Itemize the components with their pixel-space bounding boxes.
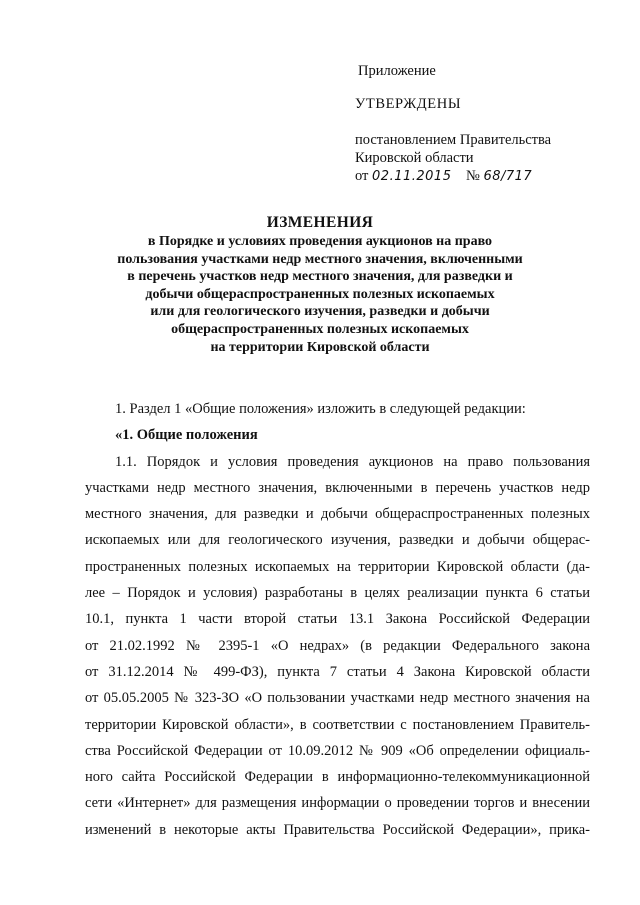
subtitle-line: добычи общераспространенных полезных ископаемых [145,286,495,302]
subtitle-line: или для геологического изучения, разведки и добычи [150,304,490,320]
paragraph-line: лее – Порядок и условия) разработаны в целях реализации пункта 6 статьи [85,585,590,602]
paragraph-line: от 05.05.2005 № 323-ЗО «О пользовании участками недр местного значения на [85,690,590,707]
paragraph-line: ископаемых или для геологического изучения, разведки и добычи общерас- [85,532,590,549]
document-title: ИЗМЕНЕНИЯ [266,214,374,231]
section-heading: «1. Общие положения [115,427,258,444]
appendix-label: Приложение [358,63,436,79]
paragraph-line: 1.1. Порядок и условия проведения аукционов на право пользования [115,453,590,470]
paragraph-line: изменений в некоторые акты Правительства Российской Федерации», прика- [85,821,590,838]
subtitle-line: в Порядке и условиях проведения аукционов на право [147,234,493,249]
subtitle-line: пользования участками недр местного значения, включенными [117,251,523,267]
subtitle-line: общераспространенных полезных ископаемых [171,321,469,337]
paragraph-line: ства Российской Федерации от 10.09.2012 № 909 «Об определении официаль- [85,742,590,759]
paragraph-line: территории Кировской области», в соответствии с постановлением Правитель- [85,716,590,733]
document-body [85,396,590,843]
paragraph-line: ного сайта Российской Федерации в информационно-телекоммуникационной [85,769,590,786]
paragraph-line: от 21.02.1992 № 2395-1 «О недрах» (в редакции Федерального закона [85,637,590,654]
paragraph-line: местного значения, для разведки и добычи общераспространенных полезных [85,506,590,523]
paragraph-line: от 31.12.2014 № 499-ФЗ), пункта 7 статьи 4 Закона Кировской области [85,663,590,680]
paragraph-line: пространенных полезных ископаемых на территории Кировской области (да- [85,558,590,575]
decree-block [355,131,551,186]
handwritten-date: 02.11.2015 [372,169,452,184]
date-prefix: от [355,168,369,184]
paragraph-line: участками недр местного значения, включенными в перечень участков недр [85,479,590,496]
item-1-text: 1. Раздел 1 «Общие положения» изложить в следующей редакции: [115,401,526,417]
handwritten-number: 68/717 [483,169,533,184]
approved-label: УТВЕРЖДЕНЫ [355,96,462,112]
document-subtitle [100,233,540,356]
decree-line-1: постановлением Правительства [355,132,552,148]
paragraph-line: 10.1, пункта 1 части второй статьи 13.1 Закона Российской Федерации [85,611,590,628]
subtitle-line: в перечень участков недр местного значения, для разведки и [127,269,513,285]
number-prefix: № [465,168,480,184]
subtitle-line: на территории Кировской области [210,339,430,355]
paragraph-line: сети «Интернет» для размещения информации о проведении торгов и внесении [85,795,590,812]
decree-date-line [355,167,551,186]
decree-line-2: Кировской области [355,150,474,166]
